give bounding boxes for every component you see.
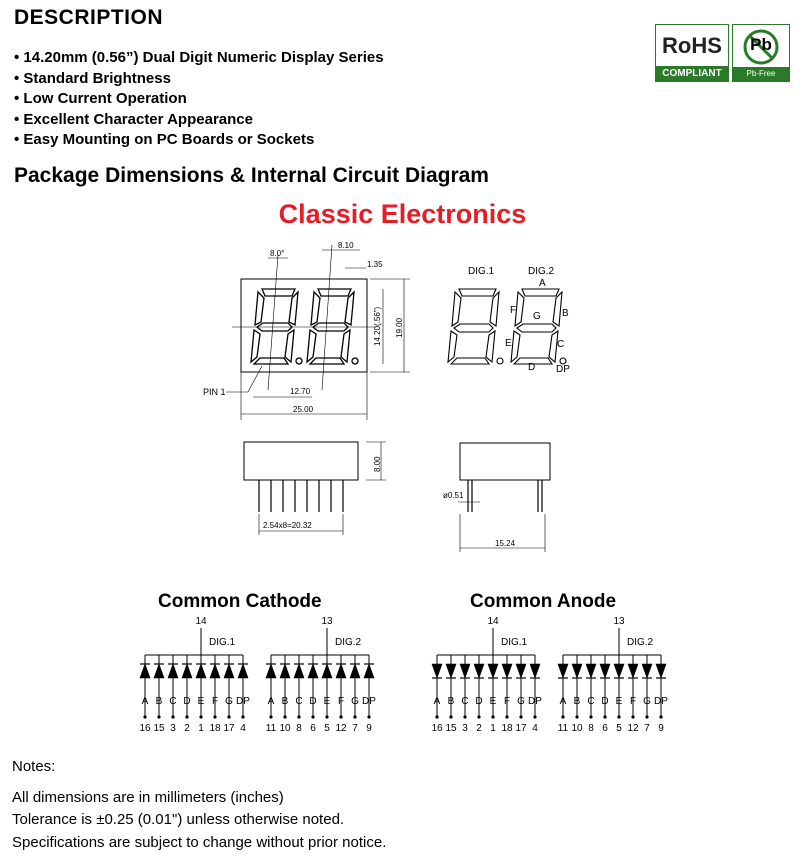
diode-symbol xyxy=(266,664,276,678)
pitch-dimension: 8.10 xyxy=(338,241,354,250)
segment-letter: DP xyxy=(528,696,542,707)
diode-symbol xyxy=(432,664,442,678)
pin-number: 2 xyxy=(184,723,190,734)
diode-symbol xyxy=(308,664,318,678)
digit-label: DIG.2 xyxy=(627,637,654,648)
pin-terminal xyxy=(325,715,328,718)
segment-e-label: E xyxy=(505,338,512,349)
segment-f-label: F xyxy=(510,305,517,316)
pb-badge-text: Pb xyxy=(750,35,772,54)
diode-symbol xyxy=(502,664,512,678)
segment-letter: G xyxy=(517,696,525,707)
pin-diameter-dimension: ø0.51 xyxy=(443,491,464,500)
pin-number: 16 xyxy=(431,723,443,734)
row-spacing-dimension: 15.24 xyxy=(495,539,516,548)
pin-terminal xyxy=(283,715,286,718)
section-title: Package Dimensions & Internal Circuit Diagram xyxy=(14,164,489,187)
diode-symbol xyxy=(168,664,178,678)
height-dimension: 19.00 xyxy=(395,317,404,338)
pin-terminal xyxy=(339,715,342,718)
pin-number: 8 xyxy=(296,723,302,734)
pin-number: 6 xyxy=(310,723,316,734)
segment-c-label: C xyxy=(557,339,565,350)
diode-symbol xyxy=(210,664,220,678)
digit-label: DIG.1 xyxy=(209,637,236,648)
angle-dimension: 8.0° xyxy=(270,249,285,258)
pin-number: 12 xyxy=(627,723,639,734)
pin-terminal xyxy=(157,715,160,718)
diode-symbol xyxy=(642,664,652,678)
pin-number: 5 xyxy=(324,723,330,734)
pin-number: 10 xyxy=(571,723,583,734)
pin-terminal xyxy=(603,715,606,718)
segment-letter: B xyxy=(573,696,581,707)
pin-terminal xyxy=(353,715,356,718)
pin-terminal xyxy=(213,715,216,718)
pin-terminal xyxy=(171,715,174,718)
segment-letter: B xyxy=(155,696,163,707)
diode-symbol xyxy=(140,664,150,678)
diode-symbol xyxy=(530,664,540,678)
diode-symbol xyxy=(446,664,456,678)
depth-dimension: 8.00 xyxy=(373,456,382,472)
pin-number: 17 xyxy=(223,723,235,734)
pin-number: 1 xyxy=(490,723,496,734)
pin-terminal xyxy=(645,715,648,718)
diode-symbol xyxy=(322,664,332,678)
segment-letter: DP xyxy=(362,696,376,707)
common-anode-title: Common Anode xyxy=(470,591,617,612)
pin-number: 4 xyxy=(240,723,246,734)
segment-letter: A xyxy=(433,696,441,707)
pin-terminal xyxy=(589,715,592,718)
digit-spacing-dimension: 12.70 xyxy=(290,387,311,396)
pin-terminal xyxy=(477,715,480,718)
pin-terminal xyxy=(505,715,508,718)
diode-symbol xyxy=(154,664,164,678)
pin-number: 8 xyxy=(588,723,594,734)
segment-letter: F xyxy=(211,696,219,707)
pin-terminal xyxy=(269,715,272,718)
pin-number: 5 xyxy=(616,723,622,734)
feature-item: • Standard Brightness xyxy=(14,69,171,87)
segment-b-label: B xyxy=(562,308,569,319)
width-dimension: 25.00 xyxy=(293,405,314,414)
diode-symbol xyxy=(224,664,234,678)
pin-number: 3 xyxy=(170,723,176,734)
note-line: Specifications are subject to change without prior notice. xyxy=(12,833,387,851)
segment-d-label: D xyxy=(528,362,536,373)
dig2-label: DIG.2 xyxy=(528,266,555,277)
diode-symbol xyxy=(460,664,470,678)
segment-letter: G xyxy=(225,696,233,707)
segment-letter: G xyxy=(351,696,359,707)
common-cathode-title: Common Cathode xyxy=(158,591,322,612)
common-pin-number: 13 xyxy=(321,616,333,627)
pin-number: 2 xyxy=(476,723,482,734)
pin-number: 4 xyxy=(532,723,538,734)
segment-letter: A xyxy=(559,696,567,707)
feature-item: • 14.20mm (0.56”) Dual Digit Numeric Display Series xyxy=(14,49,384,66)
diode-symbol xyxy=(488,664,498,678)
segment-g-label: G xyxy=(533,311,541,322)
diode-symbol xyxy=(516,664,526,678)
pin-number: 6 xyxy=(602,723,608,734)
pin-number: 17 xyxy=(515,723,527,734)
pin-terminal xyxy=(311,715,314,718)
pin-number: 15 xyxy=(153,723,165,734)
pb-badge-subtext: Pb-Free xyxy=(733,67,789,81)
segment-dp-label: DP xyxy=(556,364,570,375)
segment-letter: C xyxy=(461,696,469,707)
pin-terminal xyxy=(241,715,244,718)
diode-symbol xyxy=(182,664,192,678)
diode-symbol xyxy=(196,664,206,678)
pin-number: 16 xyxy=(139,723,151,734)
pin-terminal xyxy=(491,715,494,718)
pin-number: 12 xyxy=(335,723,347,734)
segment-letter: E xyxy=(489,696,497,707)
segment-letter: D xyxy=(309,696,317,707)
diode-symbol xyxy=(364,664,374,678)
feature-item: • Easy Mounting on PC Boards or Sockets xyxy=(14,131,315,149)
pin-terminal xyxy=(659,715,662,718)
diode-symbol xyxy=(294,664,304,678)
diode-symbol xyxy=(474,664,484,678)
pin-terminal xyxy=(463,715,466,718)
notes-heading: Notes: xyxy=(12,758,56,775)
pin1-label: PIN 1 xyxy=(203,387,226,397)
common-pin-number: 13 xyxy=(613,616,625,627)
pin-number: 9 xyxy=(658,723,664,734)
pin-terminal xyxy=(575,715,578,718)
digit-height-dimension: 14.20(.56”) xyxy=(373,306,382,346)
pin-terminal xyxy=(631,715,634,718)
pin-number: 7 xyxy=(644,723,650,734)
segment-letter: DP xyxy=(236,696,250,707)
pin-terminal xyxy=(561,715,564,718)
pin-number: 9 xyxy=(366,723,372,734)
segment-letter: D xyxy=(475,696,483,707)
pin-number: 1 xyxy=(198,723,204,734)
pin-number: 3 xyxy=(462,723,468,734)
pin-terminal xyxy=(435,715,438,718)
pin-number: 7 xyxy=(352,723,358,734)
diode-symbol xyxy=(586,664,596,678)
feature-item: • Excellent Character Appearance xyxy=(14,110,253,128)
segment-letter: D xyxy=(183,696,191,707)
digit-label: DIG.1 xyxy=(501,637,528,648)
segment-width-dimension: 1.35 xyxy=(367,260,383,269)
diode-symbol xyxy=(280,664,290,678)
brand-title: Classic Electronics xyxy=(278,199,527,229)
segment-letter: C xyxy=(587,696,595,707)
dig1-label: DIG.1 xyxy=(468,266,495,277)
pin-number: 18 xyxy=(209,723,221,734)
pin-terminal xyxy=(519,715,522,718)
pin-number: 11 xyxy=(265,723,277,734)
diode-symbol xyxy=(600,664,610,678)
segment-letter: B xyxy=(281,696,289,707)
note-line: Tolerance is ±0.25 (0.01") unless otherwise noted. xyxy=(12,811,345,828)
pin-terminal xyxy=(199,715,202,718)
diode-symbol xyxy=(572,664,582,678)
digit-label: DIG.2 xyxy=(335,637,362,648)
rohs-badge-subtext: COMPLIANT xyxy=(656,66,728,81)
description-heading: DESCRIPTION xyxy=(14,6,164,29)
pin-terminal xyxy=(367,715,370,718)
feature-item: • Low Current Operation xyxy=(14,90,187,108)
pin-terminal xyxy=(143,715,146,718)
pin-number: 11 xyxy=(557,723,569,734)
segment-letter: C xyxy=(169,696,177,707)
diode-symbol xyxy=(238,664,248,678)
pin-terminal xyxy=(533,715,536,718)
diode-symbol xyxy=(628,664,638,678)
pin-pitch-dimension: 2.54x8=20.32 xyxy=(263,521,312,530)
pin-number: 18 xyxy=(501,723,513,734)
note-line: All dimensions are in millimeters (inches) xyxy=(12,788,284,806)
diode-symbol xyxy=(350,664,360,678)
rohs-badge-text: RoHS xyxy=(662,33,722,58)
segment-letter: D xyxy=(601,696,609,707)
segment-letter: A xyxy=(267,696,275,707)
segment-a-label: A xyxy=(539,278,546,289)
pin-terminal xyxy=(297,715,300,718)
diode-symbol xyxy=(656,664,666,678)
common-pin-number: 14 xyxy=(487,616,499,627)
pin-number: 10 xyxy=(279,723,291,734)
segment-letter: F xyxy=(503,696,511,707)
segment-letter: F xyxy=(629,696,637,707)
pin-terminal xyxy=(617,715,620,718)
notes-section xyxy=(12,756,386,854)
diode-symbol xyxy=(336,664,346,678)
pin-number: 15 xyxy=(445,723,457,734)
segment-letter: C xyxy=(295,696,303,707)
pin-terminal xyxy=(227,715,230,718)
diode-symbol xyxy=(558,664,568,678)
segment-letter: A xyxy=(141,696,149,707)
pin-terminal xyxy=(185,715,188,718)
segment-letter: B xyxy=(447,696,455,707)
segment-letter: F xyxy=(337,696,345,707)
segment-letter: DP xyxy=(654,696,668,707)
pin-terminal xyxy=(449,715,452,718)
segment-letter: G xyxy=(643,696,651,707)
diode-symbol xyxy=(614,664,624,678)
common-pin-number: 14 xyxy=(195,616,207,627)
segment-letter: E xyxy=(615,696,623,707)
segment-letter: E xyxy=(197,696,205,707)
segment-letter: E xyxy=(323,696,331,707)
